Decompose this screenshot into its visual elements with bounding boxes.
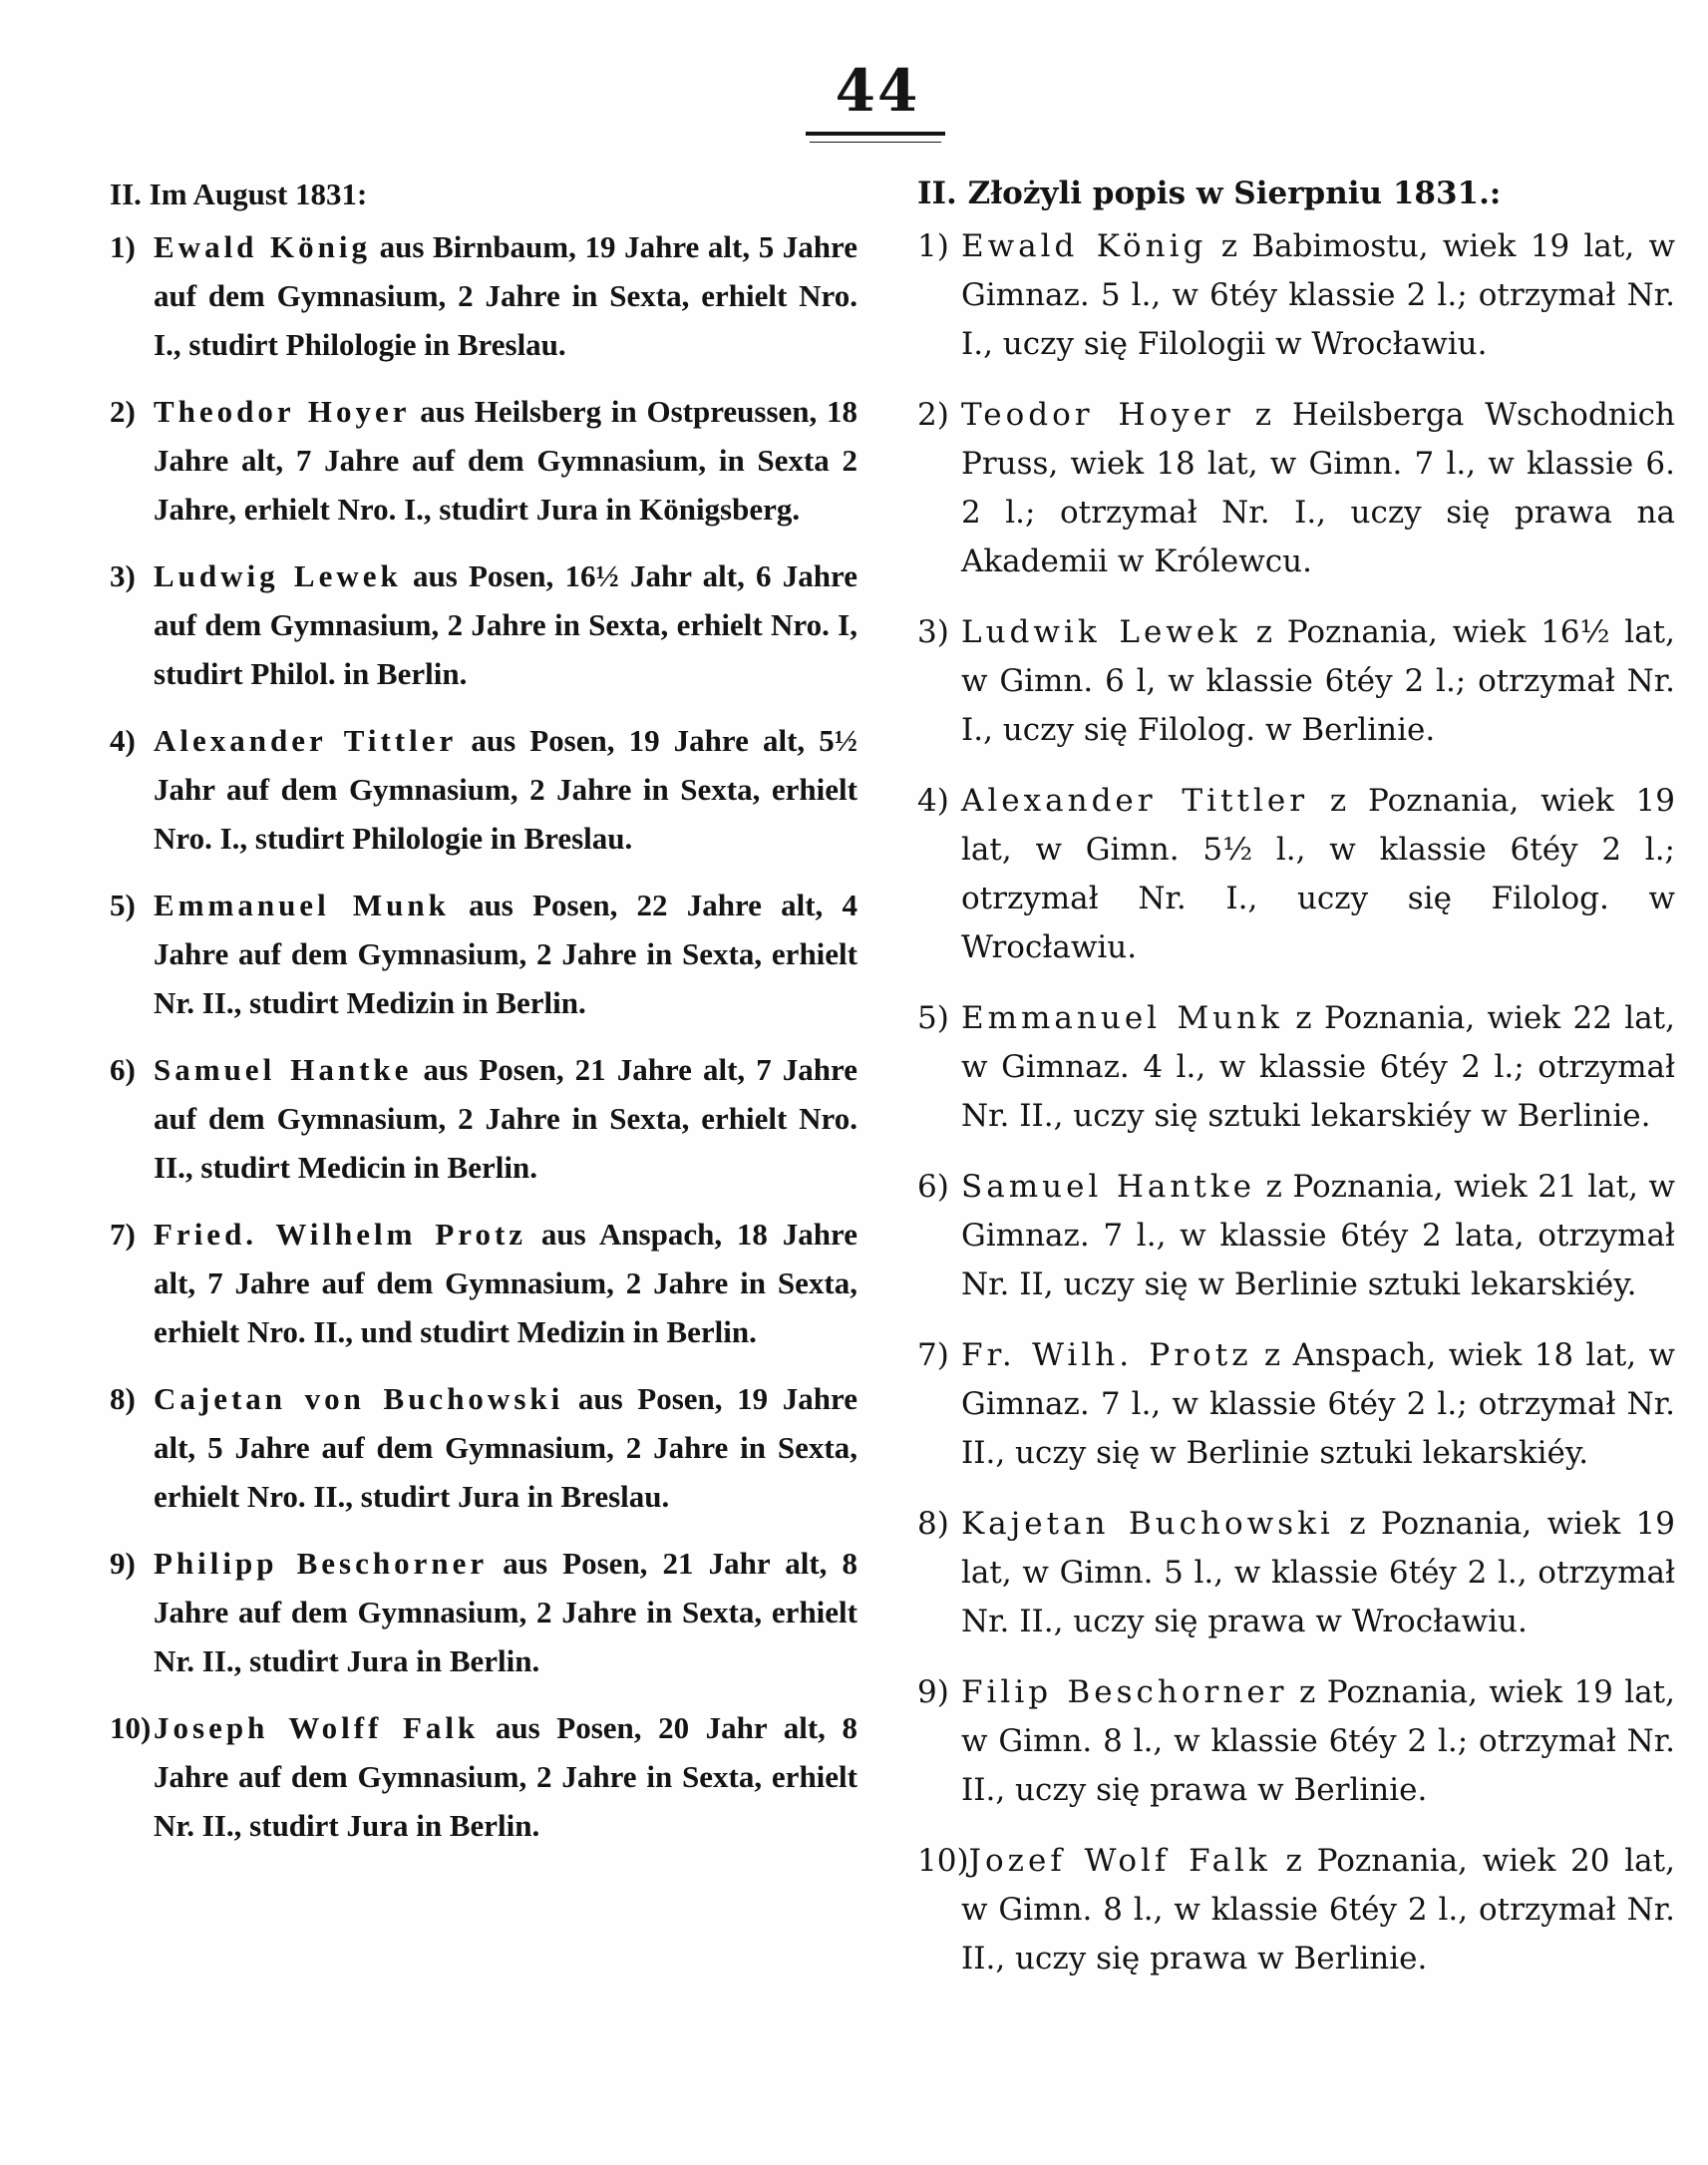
entry-name: Fr. Wilh. Protz bbox=[961, 1337, 1252, 1373]
entry-text: z Poznania, wiek 19 lat, w Gimn. 8 l., w klassie 6téy 2 l.; otrzymał Nr. II., uczy się prawa w Berlinie. bbox=[961, 1674, 1675, 1808]
entry-text: z Poznania, wiek 22 lat, w Gimnaz. 4 l., w klassie 6téy 2 l.; otrzymał Nr. II., uczy się sztuki lekarskiéy w Berlinie. bbox=[961, 1000, 1675, 1134]
entry-name: Ludwik Lewek bbox=[961, 614, 1241, 650]
entry-number: 10) bbox=[917, 1843, 969, 1879]
german-heading: II. Im August 1831: bbox=[110, 177, 368, 211]
entry-text: aus Posen, 21 Jahr alt, 8 Jahre auf dem Gymnasium, 2 Jahre in Sexta, erhielt Nr. II., studirt Jura in Berlin. bbox=[154, 1546, 858, 1678]
polish-heading: II. Złożyli popis w Sierpniu 1831.: bbox=[917, 176, 1502, 211]
entry-text: z Poznania, wiek 21 lat, w Gimnaz. 7 l., w klassie 6téy 2 lata, otrzymał Nr. II, uczy się w Berlinie sztuki lekarskiéy. bbox=[961, 1169, 1675, 1302]
polish-entry bbox=[917, 777, 1675, 972]
entry-text: z Poznania, wiek 16½ lat, w Gimn. 6 l, w klassie 6téy 2 l.; otrzymał Nr. I., uczy się Filolog. w Berlinie. bbox=[961, 614, 1675, 748]
entry-number: 5) bbox=[917, 1000, 949, 1036]
entry-name: Emmanuel Munk bbox=[961, 1000, 1283, 1036]
german-entry bbox=[110, 387, 857, 534]
entry-name: Ewald König bbox=[961, 228, 1207, 264]
entry-text: aus Posen, 22 Jahre alt, 4 Jahre auf dem Gymnasium, 2 Jahre in Sexta, erhielt Nr. II., studirt Medizin in Berlin. bbox=[154, 888, 857, 1020]
entry-text: z Poznania, wiek 19 lat, w Gimn. 5½ l., w klassie 6téy 2 l.; otrzymał Nr. I., uczy się Filolog. w Wrocławiu. bbox=[961, 783, 1675, 965]
entry-text: z Heilsberga Wschodnich Pruss, wiek 18 lat, w Gimn. 7 l., w klassie 6. 2 l.; otrzymał Nr. I., uczy się prawa na Akademii w Królewcu. bbox=[961, 397, 1676, 579]
entry-text: aus Heilsberg in Ostpreussen, 18 Jahre alt, 7 Jahre auf dem Gymnasium, in Sexta 2 Jahre, erhielt Nro. I., studirt Jura in Königsberg. bbox=[154, 394, 858, 527]
entry-text: z Babimostu, wiek 19 lat, w Gimnaz. 5 l., w 6téy klassie 2 l.; otrzymał Nr. I., uczy się Filologii w Wrocławiu. bbox=[961, 228, 1675, 362]
page-number: 44 bbox=[835, 57, 920, 125]
entry-number: 1) bbox=[917, 228, 949, 264]
entry-text: aus Posen, 19 Jahre alt, 5½ Jahr auf dem Gymnasium, 2 Jahre in Sexta, erhielt Nro. I., studirt Philologie in Breslau. bbox=[154, 723, 857, 856]
entry-name: Theodor Hoyer bbox=[154, 394, 411, 429]
polish-entry bbox=[917, 1331, 1675, 1478]
entry-name: Alexander Tittler bbox=[961, 783, 1309, 819]
polish-column bbox=[917, 170, 1675, 1984]
entry-name: Samuel Hantke bbox=[961, 1169, 1255, 1205]
polish-entry bbox=[917, 994, 1675, 1141]
entry-number: 2) bbox=[110, 394, 136, 429]
entry-text: z Poznania, wiek 19 lat, w Gimn. 5 l., w klassie 6téy 2 l., otrzymał Nr. II., uczy się prawa w Wrocławiu. bbox=[961, 1506, 1675, 1639]
polish-entry bbox=[917, 391, 1675, 586]
entry-name: Ludwig Lewek bbox=[154, 558, 402, 593]
entry-name: Cajetan von Buchowski bbox=[154, 1381, 564, 1416]
entry-text: aus Anspach, 18 Jahre alt, 7 Jahre auf dem Gymnasium, 2 Jahre in Sexta, erhielt Nro. II., und studirt Medizin in Berlin. bbox=[154, 1217, 857, 1349]
entry-number: 9) bbox=[917, 1674, 949, 1710]
german-column bbox=[110, 170, 857, 1850]
entry-number: 4) bbox=[110, 723, 136, 758]
entry-number: 7) bbox=[917, 1337, 949, 1373]
german-entry bbox=[110, 1703, 857, 1850]
entry-name: Jozef Wolf Falk bbox=[968, 1843, 1271, 1879]
entry-text: aus Birnbaum, 19 Jahre alt, 5 Jahre auf dem Gymnasium, 2 Jahre in Sexta, erhielt Nro. I., studirt Philologie in Breslau. bbox=[154, 229, 857, 362]
entry-name: Ewald König bbox=[154, 229, 371, 264]
entry-number: 5) bbox=[110, 888, 136, 922]
entry-number: 4) bbox=[917, 783, 949, 819]
entry-number: 3) bbox=[110, 558, 136, 593]
entry-name: Samuel Hantke bbox=[154, 1052, 413, 1087]
german-entry bbox=[110, 1210, 857, 1356]
entry-number: 2) bbox=[917, 397, 949, 433]
entry-text: z Anspach, wiek 18 lat, w Gimnaz. 7 l., w klassie 6téy 2 l.; otrzymał Nr. II., uczy się w Berlinie sztuki lekarskiéy. bbox=[961, 1337, 1675, 1471]
entry-text: aus Posen, 20 Jahr alt, 8 Jahre auf dem Gymnasium, 2 Jahre in Sexta, erhielt Nr. II., studirt Jura in Berlin. bbox=[154, 1710, 857, 1843]
header-rule-thin bbox=[810, 142, 941, 143]
entry-number: 6) bbox=[110, 1052, 136, 1087]
german-entry bbox=[110, 1539, 857, 1685]
entry-number: 1) bbox=[110, 229, 136, 264]
german-entry bbox=[110, 1374, 857, 1521]
entry-name: Fried. Wilhelm Protz bbox=[154, 1217, 527, 1252]
entry-name: Philipp Beschorner bbox=[154, 1546, 489, 1581]
entry-name: Filip Beschorner bbox=[961, 1674, 1288, 1710]
polish-entry bbox=[917, 1837, 1675, 1984]
polish-entry bbox=[917, 222, 1675, 369]
german-entry bbox=[110, 716, 857, 863]
entry-number: 3) bbox=[917, 614, 949, 650]
entry-number: 6) bbox=[917, 1169, 949, 1205]
polish-entry bbox=[917, 1500, 1675, 1646]
entry-number: 8) bbox=[917, 1506, 949, 1542]
entry-name: Alexander Tittler bbox=[154, 723, 458, 758]
polish-entry bbox=[917, 608, 1675, 755]
header-rule bbox=[806, 132, 945, 136]
entry-text: aus Posen, 16½ Jahr alt, 6 Jahre auf dem Gymnasium, 2 Jahre in Sexta, erhielt Nro. I, studirt Philol. in Berlin. bbox=[154, 558, 857, 691]
polish-entry bbox=[917, 1668, 1675, 1815]
entry-text: z Poznania, wiek 20 lat, w Gimn. 8 l., w klassie 6téy 2 l., otrzymał Nr. II., uczy się prawa w Berlinie. bbox=[961, 1843, 1675, 1977]
entry-number: 8) bbox=[110, 1381, 136, 1416]
german-entry bbox=[110, 1045, 857, 1192]
entry-number: 9) bbox=[110, 1546, 136, 1581]
entry-name: Teodor Hoyer bbox=[961, 397, 1234, 433]
entry-number: 10) bbox=[110, 1710, 152, 1745]
entry-name: Emmanuel Munk bbox=[154, 888, 450, 922]
entry-text: aus Posen, 21 Jahre alt, 7 Jahre auf dem Gymnasium, 2 Jahre in Sexta, erhielt Nro. II., studirt Medicin in Berlin. bbox=[154, 1052, 857, 1185]
entry-number: 7) bbox=[110, 1217, 136, 1252]
german-entry bbox=[110, 881, 857, 1027]
entry-name: Kajetan Buchowski bbox=[961, 1506, 1334, 1542]
german-entry bbox=[110, 551, 857, 698]
polish-entry bbox=[917, 1163, 1675, 1309]
german-entry bbox=[110, 222, 857, 369]
entry-text: aus Posen, 19 Jahre alt, 5 Jahre auf dem Gymnasium, 2 Jahre in Sexta, erhielt Nro. II., studirt Jura in Breslau. bbox=[154, 1381, 857, 1514]
entry-name: Joseph Wolff Falk bbox=[154, 1710, 480, 1745]
